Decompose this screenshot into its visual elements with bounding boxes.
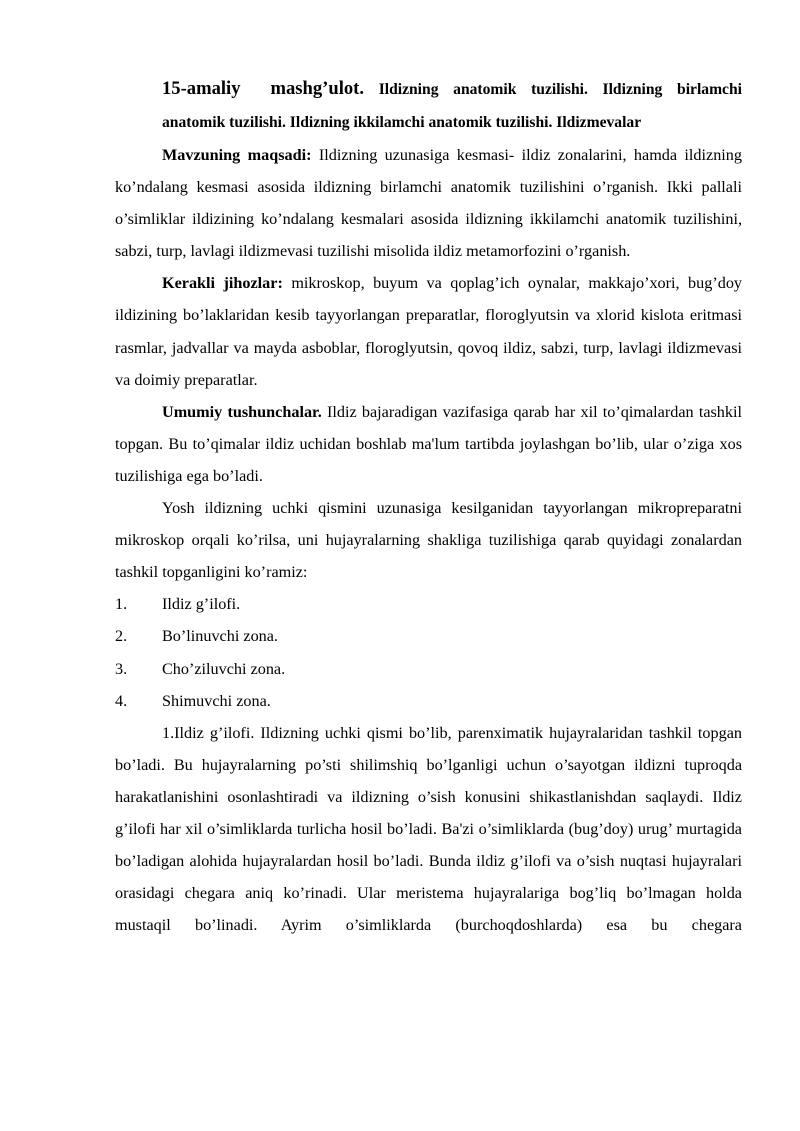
list-item-label: Cho’ziluvchi zona. [162, 659, 286, 678]
equipment-label: Kerakli jihozlar: [162, 274, 283, 293]
aim-label: Mavzuning maqsadi: [162, 146, 312, 164]
list-item-number: 3. [115, 659, 128, 678]
list-item-label: Shimuvchi zona. [162, 691, 271, 710]
equipment-paragraph [115, 267, 742, 395]
list-item-number: 1. [115, 595, 128, 614]
zones-list [115, 588, 742, 716]
equipment-text: mikroskop, buyum va qoplag’ich oynalar, makkajo’xori, bug’doy ildizining bo’laklaridan kesib tayyorlangan preparatlar, floroglyutsin va xlorid kislota eritmasi rasmlar, jadvallar va mayda asboblar, floroglyutsin, qovoq ildiz, sabzi, turp, lavlagi ildizmevasi va doimiy preparatlar. [115, 274, 743, 389]
list-item [115, 620, 742, 652]
lesson-title [115, 72, 742, 139]
list-item-number: 4. [115, 691, 128, 710]
concepts-text: Ildiz bajaradigan vazifasiga qarab har xil to’qimalardan tashkil topgan. Bu to’qimalar ildiz uchidan boshlab ma'lum tartibda joylashgan bo’lib, ular o’ziga xos tuzilishiga ega bo’ladi. [115, 402, 742, 485]
root-cap-paragraph: 1.Ildiz g’ilofi. Ildizning uchki qismi bo’lib, parenximatik hujayralaridan tashkil topgan bo’ladi. Bu hujayralarning po’sti shilimshiq bo’lganligi uchun o’sayotgan ildizni tuproqda harakatlanishini osonlashtiradi va ildizning o’sish konusini shikastlanishdan saqlaydi. Ildiz g’ilofi har xil o’simliklarda turlicha hosil bo’ladi. Ba'zi o’simliklarda (bug’doy) urug’ murtagida bo’ladigan alohida hujayralardan hosil bo’ladi. Bunda ildiz g’ilofi va o’sish nuqtasi hujayralari orasidagi chegara aniq ko’rinadi. Ular meristema hujayralariga bog’liq bo’lmagan holda mustaqil bo’linadi. Ayrim o’simliklarda (burchoqdoshlarda) esa bu chegara [115, 723, 742, 935]
title-lead: 15-amaliy [162, 78, 241, 99]
list-item-label: Bo’linuvchi zona. [162, 627, 278, 646]
list-item-label: Ildiz g’ilofi. [162, 595, 241, 614]
concepts-label: Umumiy tushunchalar. [162, 402, 322, 421]
title-topic: Ildizning anatomik tuzilishi. Ildizning birlamchi anatomik tuzilishi. Ildizning ikkilamchi anatomik tuzilishi. Ildizmevalar [162, 81, 742, 131]
document-page [115, 72, 742, 941]
aim-text: Ildizning uzunasiga kesmasi- ildiz zonalarini, hamda ildizning ko’ndalang kesmasi asosida ildizning birlamchi anatomik tuzilishini o’rganish. Ikki pallali o’simliklar ildizining ko’ndalang kesmalari asosida ildizning ikkilamchi anatomik tuzilishini, sabzi, turp, lavlagi ildizmevasi tuzilishi misolida ildiz metamorfozini o’rganish. [115, 146, 742, 261]
list-item [115, 588, 742, 620]
aim-paragraph [115, 139, 742, 267]
zones-intro-paragraph: Yosh ildizning uchki qismini uzunasiga kesilganidan tayyorlangan mikropreparatni mikroskop orqali ko’rilsa, uni hujayralarning shakliga tuzilishiga qarab quyidagi zonalardan tashkil topganligini ko’ramiz: [115, 499, 742, 582]
list-item [115, 685, 742, 717]
list-item [115, 653, 742, 685]
title-lead-2: mashg’ulot. [270, 78, 364, 99]
list-item-number: 2. [115, 627, 128, 646]
concepts-paragraph [115, 396, 742, 492]
